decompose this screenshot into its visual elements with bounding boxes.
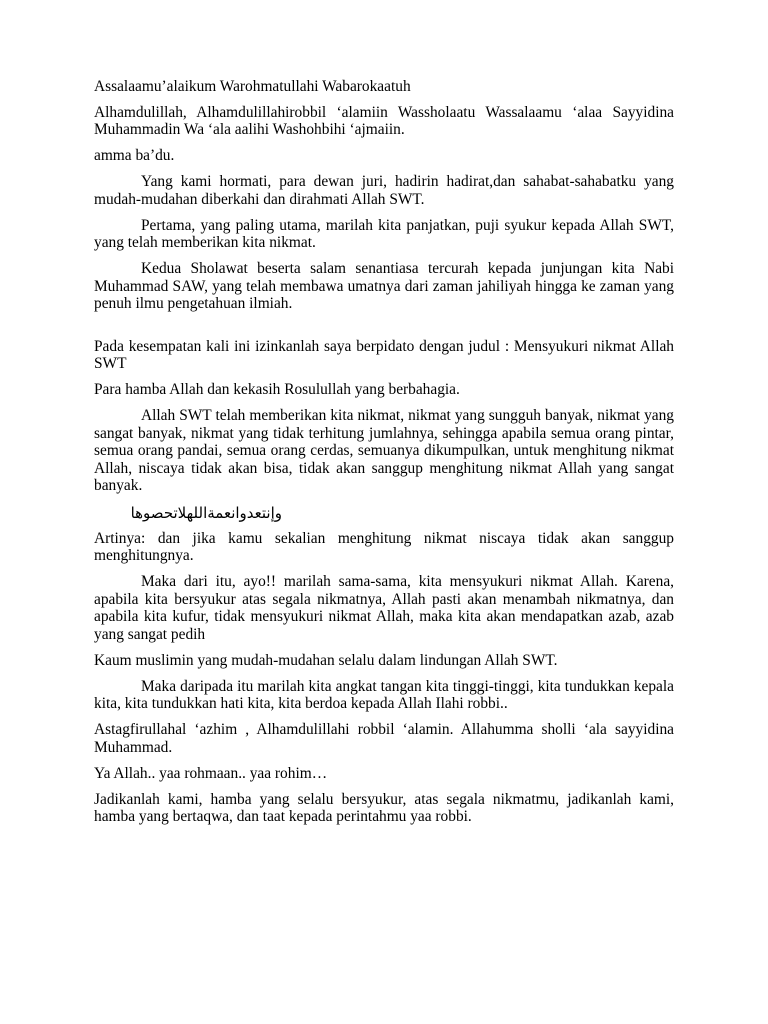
muslim-audience-paragraph: Kaum muslimin yang mudah-mudahan selalu dalam lindungan Allah SWT. — [94, 651, 558, 669]
istighfar-paragraph: Astagfirullahal ‘azhim , Alhamdulillahi robbil ‘alamin. Allahumma sholli ‘ala sayyidina Muhammad. — [94, 721, 674, 756]
speech-title-paragraph: Pada kesempatan kali ini izinkanlah saya berpidato dengan judul : Mensyukuri nikmat Allah SWT — [94, 338, 674, 373]
arabic-verse: وإنتعدوانعمةاللهلاتحصوها — [130, 504, 282, 523]
verse-meaning-paragraph: Artinya: dan jika kamu sekalian menghitung nikmat niscaya tidak akan sanggup menghitungnya. — [94, 530, 674, 565]
first-gratitude-paragraph: Pertama, yang paling utama, marilah kita panjatkan, puji syukur kepada Allah SWT, yang telah memberikan kita nikmat. — [94, 216, 674, 252]
respected-audience-paragraph: Yang kami hormati, para dewan juri, hadirin hadirat,dan sahabat-sahabatku yang mudah-mudahan diberkahi dan dirahmati Allah SWT. — [94, 173, 674, 208]
opening-praise-paragraph: Alhamdulillah, Alhamdulillahirobbil ‘alamiin Wassholaatu Wassalaamu ‘alaa Sayyidina Muhammadin Wa ‘ala aalihi Washohbihi ‘ajmaiin. — [94, 104, 674, 139]
audience-address-paragraph: Para hamba Allah dan kekasih Rosulullah yang berbahagia. — [94, 381, 460, 399]
closing-prayer-paragraph: Jadikanlah kami, hamba yang selalu bersyukur, atas segala nikmatmu, jadikanlah kami, hamba yang bertaqwa, dan taat kepada perintahmu yaa robbi. — [94, 790, 674, 825]
second-sholawat-paragraph: Kedua Sholawat beserta salam senantiasa tercurah kepada junjungan kita Nabi Muhammad SAW, yang telah membawa umatnya dari zaman jahiliyah hingga ke zaman yang penuh ilmu pengetahuan ilmiah. — [94, 260, 674, 313]
amma-badu-paragraph: amma ba’du. — [94, 147, 175, 165]
greeting-paragraph: Assalaamu’alaikum Warohmatullahi Wabarokaatuh — [94, 78, 411, 95]
paragraph-gap — [94, 321, 674, 338]
invocation-paragraph: Ya Allah.. yaa rohmaan.. yaa rohim… — [94, 764, 328, 782]
gratitude-call-paragraph: Maka dari itu, ayo!! marilah sama-sama, kita mensyukuri nikmat Allah. Karena, apabila kita bersyukur atas segala nikmatnya, Allah pasti akan menambah nikmatnya, dan apabila kita kufur, tidak mensyukuri nikmat Allah, maka kita akan mendapatkan azab, azab yang sangat pedih — [94, 573, 674, 643]
document-page — [94, 78, 674, 834]
blessings-paragraph: Allah SWT telah memberikan kita nikmat, nikmat yang sungguh banyak, nikmat yang sangat banyak, nikmat yang tidak terhitung jumlahnya, sehingga apabila semua orang pintar, semua orang pandai, semua orang cerdas, semuanya dikumpulkan, untuk menghitung nikmat Allah, niscaya tidak akan bisa, tidak akan sanggup menghitung nikmat Allah yang sangat banyak. — [94, 407, 674, 495]
prayer-invitation-paragraph: Maka daripada itu marilah kita angkat tangan kita tinggi-tinggi, kita tundukkan kepala kita, kita tundukkan hati kita, kita berdoa kepada Allah Ilahi robbi.. — [94, 677, 674, 713]
